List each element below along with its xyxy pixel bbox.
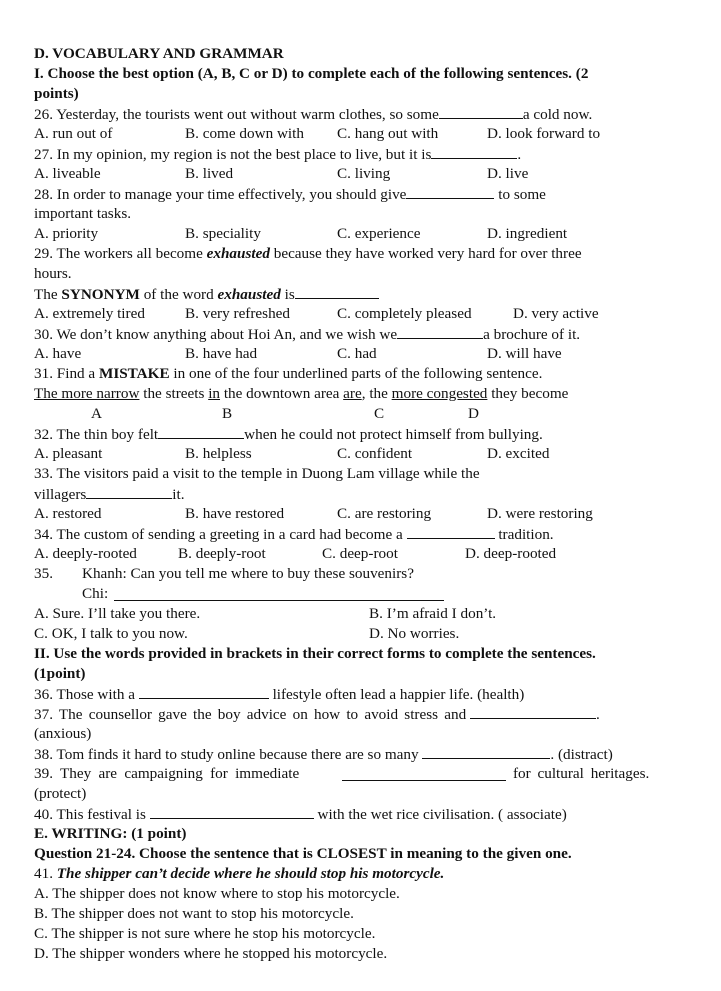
q28-option-c[interactable]: C. experience bbox=[337, 225, 421, 242]
q39-blank[interactable] bbox=[342, 766, 506, 781]
q34-blank bbox=[407, 524, 495, 539]
q34-option-a[interactable]: A. deeply-rooted bbox=[34, 545, 137, 562]
q29-text: 29. The workers all become bbox=[34, 245, 207, 262]
q28-text: 28. In order to manage your time effectively, you should give bbox=[34, 186, 407, 203]
q35-options-row1 bbox=[34, 604, 674, 624]
q29-syn-text-3: is bbox=[280, 286, 295, 303]
q35-option-a[interactable]: A. Sure. I’ll take you there. bbox=[34, 605, 201, 622]
q34-option-c[interactable]: C. deep-root bbox=[322, 545, 398, 562]
question-26 bbox=[34, 104, 674, 124]
q35-option-c[interactable]: C. OK, I talk to you now. bbox=[34, 625, 188, 642]
q29-options bbox=[34, 304, 674, 324]
q33-text: villagers bbox=[34, 486, 87, 503]
q35-blank bbox=[114, 586, 444, 601]
q33-text-cont bbox=[34, 484, 674, 504]
q35-number: 35. bbox=[34, 565, 53, 582]
q31-part-d: more congested bbox=[391, 385, 488, 402]
q32-text: 32. The thin boy felt bbox=[34, 426, 159, 443]
q31-text: 31. Find a bbox=[34, 365, 99, 382]
q33-options bbox=[34, 504, 674, 524]
q31-letter-c[interactable]: C bbox=[374, 405, 385, 422]
q33-option-b[interactable]: B. have restored bbox=[185, 505, 285, 522]
question-30 bbox=[34, 324, 674, 344]
q32-option-d[interactable]: D. excited bbox=[487, 445, 550, 462]
q30-text-end: a brochure of it. bbox=[483, 326, 581, 343]
q26-options bbox=[34, 124, 674, 144]
q32-option-c[interactable]: C. confident bbox=[337, 445, 413, 462]
q35-options-row2 bbox=[34, 624, 674, 644]
q31-plain-1: the streets bbox=[139, 385, 209, 402]
q34-option-d[interactable]: D. deep-rooted bbox=[465, 545, 557, 562]
question-33: 33. The visitors paid a visit to the temple in Duong Lam village while the bbox=[34, 465, 480, 482]
question-35 bbox=[34, 564, 674, 584]
q31-part-b: in bbox=[208, 385, 221, 402]
q30-option-a[interactable]: A. have bbox=[34, 345, 82, 362]
q29-syn-word: exhausted bbox=[217, 286, 281, 303]
q33-blank bbox=[86, 484, 172, 499]
q29-text-end: because they have worked very hard for over three bbox=[269, 245, 582, 262]
q31-sentence bbox=[34, 384, 674, 404]
q31-plain-4: they become bbox=[487, 385, 569, 402]
q36-text: 36. Those with a bbox=[34, 686, 135, 703]
q32-blank bbox=[158, 424, 244, 439]
q30-options bbox=[34, 344, 674, 364]
q35-chi-label: Chi: bbox=[82, 585, 109, 602]
part-i-instruction-cont: points) bbox=[34, 85, 79, 102]
q28-blank bbox=[406, 184, 494, 199]
q34-text: 34. The custom of sending a greeting in a card had become a bbox=[34, 526, 403, 543]
question-28 bbox=[34, 184, 674, 204]
q33-option-d[interactable]: D. were restoring bbox=[487, 505, 593, 522]
section-d-heading: D. VOCABULARY AND GRAMMAR bbox=[34, 45, 284, 62]
q30-blank bbox=[397, 324, 483, 339]
q30-option-d[interactable]: D. will have bbox=[487, 345, 562, 362]
q29-text-cont: hours. bbox=[34, 265, 72, 282]
q41-option-d[interactable]: D. The shipper wonders where he stopped his motorcycle. bbox=[34, 945, 388, 962]
question-37 bbox=[34, 704, 674, 724]
question-32 bbox=[34, 424, 674, 444]
question-34 bbox=[34, 524, 674, 544]
q40-blank[interactable] bbox=[150, 804, 314, 819]
q39-text: 39. They are campaigning for immediate bbox=[34, 765, 300, 782]
part-ii-instruction: II. Use the words provided in brackets in their correct forms to complete the sentences. bbox=[34, 645, 596, 662]
q31-letters bbox=[34, 404, 674, 424]
q38-text: 38. Tom finds it hard to study online because there are so many bbox=[34, 746, 419, 763]
q27-text-end: . bbox=[517, 146, 522, 163]
q37-hint: (anxious) bbox=[34, 725, 92, 742]
q39-hint: (protect) bbox=[34, 785, 87, 802]
q28-options bbox=[34, 224, 674, 244]
q26-blank bbox=[439, 104, 523, 119]
question-40 bbox=[34, 804, 674, 824]
q27-option-d[interactable]: D. live bbox=[487, 165, 529, 182]
q31-letter-a[interactable]: A bbox=[91, 405, 102, 422]
q31-text-end: in one of the four underlined parts of the following sentence. bbox=[169, 365, 543, 382]
q26-text: 26. Yesterday, the tourists went out without warm clothes, so some bbox=[34, 106, 439, 123]
q31-letter-d[interactable]: D bbox=[468, 405, 479, 422]
q27-text: 27. In my opinion, my region is not the best place to live, but it is bbox=[34, 146, 432, 163]
q31-plain-3: , the bbox=[361, 385, 392, 402]
part-ii-instruction-cont: (1point) bbox=[34, 665, 86, 682]
q33-option-a[interactable]: A. restored bbox=[34, 505, 102, 522]
q33-option-c[interactable]: C. are restoring bbox=[337, 505, 432, 522]
q28-text-end: to some bbox=[498, 186, 546, 203]
q29-syn-keyword: SYNONYM bbox=[61, 286, 140, 303]
part-i-instruction: I. Choose the best option (A, B, C or D) to complete each of the following sentences. (2 bbox=[34, 65, 589, 82]
q37-text: 37. The counsellor gave the boy advice on how to avoid stress and bbox=[34, 706, 467, 723]
q34-text-end: tradition. bbox=[498, 526, 554, 543]
q35-chi-line bbox=[34, 584, 674, 604]
q27-option-b[interactable]: B. lived bbox=[185, 165, 234, 182]
q28-option-a[interactable]: A. priority bbox=[34, 225, 99, 242]
q28-option-b[interactable]: B. speciality bbox=[185, 225, 261, 242]
q29-synonym-prompt bbox=[34, 284, 674, 304]
q31-part-a: The more narrow bbox=[34, 385, 140, 402]
question-31 bbox=[34, 364, 674, 384]
q31-plain-2: the downtown area bbox=[220, 385, 344, 402]
q29-option-d[interactable]: D. very active bbox=[513, 305, 599, 322]
q40-text-end: with the wet rice civilisation. ( associate) bbox=[317, 806, 567, 823]
q39-text-end: for cultural heritages. bbox=[513, 765, 650, 782]
q41-option-a[interactable]: A. The shipper does not know where to stop his motorcycle. bbox=[34, 885, 400, 902]
q31-keyword: MISTAKE bbox=[98, 365, 170, 382]
q31-part-c: are bbox=[343, 385, 362, 402]
section-e-heading: E. WRITING: (1 point) bbox=[34, 825, 187, 842]
q41-number: 41. bbox=[34, 865, 57, 882]
q30-option-c[interactable]: C. had bbox=[337, 345, 377, 362]
q26-text-end: a cold now. bbox=[522, 106, 593, 123]
q27-blank bbox=[431, 144, 517, 159]
q29-option-c[interactable]: C. completely pleased bbox=[337, 305, 472, 322]
q35-option-d[interactable]: D. No worries. bbox=[369, 625, 460, 642]
q41-option-c[interactable]: C. The shipper is not sure where he stop his motorcycle. bbox=[34, 925, 376, 942]
q38-text-end: . (distract) bbox=[550, 746, 613, 763]
q26-option-b[interactable]: B. come down with bbox=[185, 125, 304, 142]
question-39 bbox=[34, 764, 674, 784]
q32-option-b[interactable]: B. helpless bbox=[185, 445, 252, 462]
q40-text: 40. This festival is bbox=[34, 806, 146, 823]
q29-syn-text: The bbox=[34, 286, 62, 303]
q28-text-cont: important tasks. bbox=[34, 205, 132, 222]
q28-option-d[interactable]: D. ingredient bbox=[487, 225, 568, 242]
q34-options bbox=[34, 544, 674, 564]
question-27 bbox=[34, 144, 674, 164]
q26-option-c[interactable]: C. hang out with bbox=[337, 125, 439, 142]
q37-text-end: . bbox=[595, 706, 600, 723]
q36-text-end: lifestyle often lead a happier life. (health) bbox=[272, 686, 525, 703]
writing-instruction: Question 21-24. Choose the sentence that is CLOSEST in meaning to the given one. bbox=[34, 845, 572, 862]
q29-option-a[interactable]: A. extremely tired bbox=[34, 305, 145, 322]
q30-text: 30. We don’t know anything about Hoi An, and we wish we bbox=[34, 326, 398, 343]
q36-blank[interactable] bbox=[139, 684, 269, 699]
q29-option-b[interactable]: B. very refreshed bbox=[185, 305, 290, 322]
q38-blank[interactable] bbox=[422, 744, 550, 759]
q31-letter-b[interactable]: B bbox=[222, 405, 233, 422]
q26-option-d[interactable]: D. look forward to bbox=[487, 125, 601, 142]
q37-blank[interactable] bbox=[470, 704, 596, 719]
question-29 bbox=[34, 244, 674, 264]
q34-option-b[interactable]: B. deeply-root bbox=[178, 545, 266, 562]
question-41 bbox=[34, 864, 674, 884]
q29-blank bbox=[295, 284, 379, 299]
q33-text-end: it. bbox=[172, 486, 185, 503]
worksheet-page bbox=[34, 44, 674, 964]
q35-option-b[interactable]: B. I’m afraid I don’t. bbox=[369, 605, 497, 622]
question-36 bbox=[34, 684, 674, 704]
q30-option-b[interactable]: B. have had bbox=[185, 345, 258, 362]
q32-options bbox=[34, 444, 674, 464]
q32-option-a[interactable]: A. pleasant bbox=[34, 445, 103, 462]
q35-khanh-line: Khanh: Can you tell me where to buy these souvenirs? bbox=[82, 565, 414, 582]
q27-options bbox=[34, 164, 674, 184]
q29-syn-text-2: of the word bbox=[139, 286, 218, 303]
q26-option-a[interactable]: A. run out of bbox=[34, 125, 113, 142]
q41-sentence: The shipper can’t decide where he should stop his motorcycle. bbox=[56, 865, 445, 882]
q27-option-a[interactable]: A. liveable bbox=[34, 165, 101, 182]
q41-option-b[interactable]: B. The shipper does not want to stop his motorcycle. bbox=[34, 905, 354, 922]
q29-keyword: exhausted bbox=[206, 245, 270, 262]
q27-option-c[interactable]: C. living bbox=[337, 165, 391, 182]
q32-text-end: when he could not protect himself from bullying. bbox=[244, 426, 543, 443]
question-38 bbox=[34, 744, 674, 764]
